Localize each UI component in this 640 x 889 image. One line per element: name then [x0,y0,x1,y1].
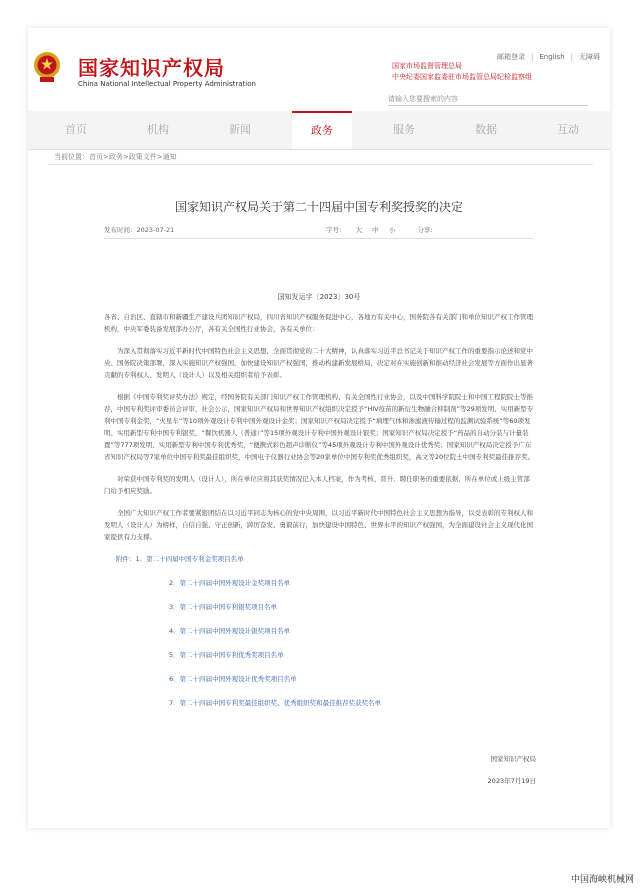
divider [48,164,593,165]
attachment-link[interactable]: 6．第二十四届中国外观设计优秀奖项目名单 [169,675,297,683]
article-title: 国家知识产权局关于第二十四届中国专利奖授奖的决定 [174,200,463,214]
discipline-link[interactable]: 中央纪委国家监委驻市场监管总局纪检监察组 [392,73,532,81]
signature-date: 2023年7月19日 [487,777,536,785]
signature: 国家知识产权局 [490,755,536,763]
attachment-link[interactable]: 4．第二十四届中国外观设计银奖项目名单 [169,627,291,635]
mail-login-link[interactable]: 邮箱登录 [497,53,525,61]
paragraph: 对荣获中国专利奖的发明人（设计人），所在单位应将其获奖情况记入本人档案，作为考核、晋升、聘任职务的重要依据，所在单位或上级主管部门给予相应奖励。 [104,475,530,495]
attachment-link[interactable]: 附件：1．第二十四届中国专利金奖项目名单 [116,555,244,563]
top-links: 邮箱登录 | English | 无障碍 [497,53,600,61]
font-medium-button[interactable]: 中 [372,226,379,234]
page-container [28,28,610,828]
attachment-link[interactable]: 5．第二十四届中国专利优秀奖项目名单 [169,651,284,659]
attachment-link[interactable]: 3．第二十四届中国专利银奖项目名单 [169,603,278,611]
paragraph: 根据《中国专利奖评奖办法》规定，经国务院有关部门知识产权工作管理机构、有关全国性行业协会，以及中国科学院院士和中国工程院院士等推荐，中国专利奖评审委员会评审，社会公示，国家知识产权局和世界知识产权组织决定授予“HIV疫苗的新衍生物融合抑制剂”等29项发明、实用新型专利中国专利金奖，“火星车”等10项外观设计专利中国外观设计金奖；国家知识产权局决定授予“填埋气体和渗滤液传输过程的监测试验系统”等60项发明、实用新型专利中国专利银奖，“餐饮机器人（普通）”等15项外观设计专利中国外观设计银奖；国家知识产权局决定授予“药品的自动分装与计量装置”等777项发明、实用新型专利中国专利优秀奖，“便携式彩色超声诊断仪”等45项外观设计专利中国外观设计优秀奖；国家知识产权局决定授予广东省知识产权局等7家单位中国专利奖最佳组织奖，中国电子仪器行业协会等20家单位中国专利奖优秀组织奖，高文等20位院士中国专利奖最佳推荐奖。 [104,393,535,461]
article-tools [326,225,441,234]
site-logo-subtitle: China National Intellectual Property Administration [78,80,256,88]
main-nav [28,111,610,150]
attachment-link[interactable]: 2．第二十四届中国外观设计金奖项目名单 [169,579,291,587]
share-label[interactable]: 分享: [417,226,433,234]
nav-organization[interactable]: 机构 [147,123,169,136]
paragraph: 全国广大知识产权工作者要紧密团结在以习近平同志为核心的党中央周围，以习近平新时代中国特色社会主义思想为指导，以受表彰的专利权人和发明人（设计人）为榜样，自信自强、守正创新，踔厉奋发、勇毅前行，加快建设中国特色、世界水平的知识产权强国，为全面建设社会主义现代化国家提供有力支撑。 [104,509,533,541]
font-large-button[interactable]: 大 [355,226,363,234]
samr-link[interactable]: 国家市场监督管理总局 [392,62,462,70]
nav-data[interactable]: 数据 [475,123,497,136]
document-number: 国知发运字〔2023〕30号 [277,293,361,301]
divider [104,238,534,239]
attachment-link[interactable]: 7．第二十四届中国专利奖最佳组织奖、优秀组织奖和最佳推荐奖获奖名单 [169,699,382,707]
notice-links [392,61,532,83]
english-link[interactable]: English [539,53,565,61]
paragraph: 为深入贯彻落实习近平新时代中国特色社会主义思想，全面贯彻党的二十大精神，认真落实习近平总书记关于知识产权工作的重要指示论述和党中央、国务院决策部署，深入实施知识产权强国，加快建设知识产权强国，推动构建新发展格局，决定对在实施创新和推动经济社会发展等方面作出显著贡献的专利权人、发明人（设计人）以及相关组织者给予表彰。 [104,347,533,379]
site-header [28,28,610,108]
publish-time: 发布时间：2023-07-21 [104,226,175,234]
nav-government[interactable]: 政务 [292,111,352,149]
font-size-label: 字号： [326,226,346,234]
nav-news[interactable]: 新闻 [229,123,251,136]
nav-home[interactable]: 首页 [65,123,87,136]
watermark: 中国海峡机械网 [570,875,634,885]
nav-interaction[interactable]: 互动 [557,123,579,136]
article-body [104,311,536,721]
breadcrumb[interactable]: 当前位置：首页>政务>政策文件>通知 [54,153,177,161]
search-input[interactable]: 请输入您要搜索的内容 [388,93,588,106]
accessibility-link[interactable]: 无障碍 [579,53,600,61]
font-small-button[interactable]: 小 [388,226,396,234]
national-emblem-icon [32,50,62,84]
nav-services[interactable]: 服务 [393,123,415,136]
site-logo-title[interactable]: 国家知识产权局 [78,56,225,80]
paragraph: 各省、自治区、直辖市和新疆生产建设兵团知识产权局，四川省知识产权服务促进中心，各地方有关中心，国务院各有关部门和单位知识产权工作管理机构，中央军委装备发展部办公厅，各有关全国性行业协会，各有关单位： [104,313,533,333]
